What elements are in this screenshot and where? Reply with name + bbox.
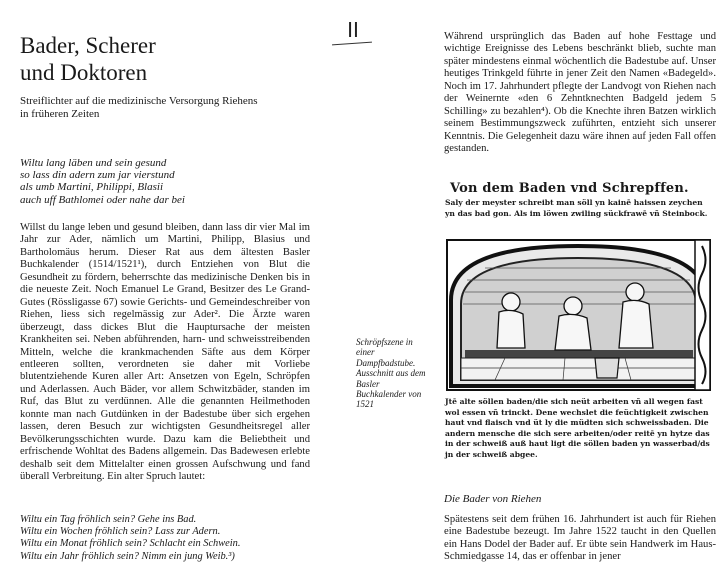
lead-paragraph: Willst du lange leben und gesund bleiben, dann lass dir vier Mal im Jahr zur Ader, nämlich um Martini, Philipp, Blasius und Bartholomäus herum. Dieser Rat aus dem ältesten Basler Buchkalender (1514/1521¹), durch Entziehen von Blut die Gesundheit zu fördern, beherrschte das medizinische Denken bis in die neueste Zeit. Noch Emanuel Le Grand, Besitzer des Le Grand-Gutes (Rössligasse 67) sowie Gerichts- und Gemeindeschreiber von Riehen, liess sich regelmässig zur Ader². Die Ärzte waren überzeugt, dass dickes Blut die Hauptursache der meisten Krankheiten sei. Neben abführenden, harn- und schweisstreibenden Mitteln, welche die krankmachenden Säfte aus dem Körper entleeren sollten, verordneten sie daher mit Vorliebe blutentziehende Kuren aller Art: Ansetzen von Egeln, Schröpfen und Aderlassen. Auch Bäder, vor allem Schwitzbäder, standen im Ruf, das Blut zu verdünnen. Alle die genannten Heilmethoden konnte man nach Gutdünken in der Badestube über sich ergehen lassen, deren Besuch zur wichtigsten Gesundheitsregel aller Bevölkerungsschichten wurde. Dazu kam die Beliebtheit und erfrischende Wohltat des Badens allgemein. Das Badewesen erlebte deshalb seit dem Mittelalter einen grossen Aufschwung und fand überall Verbreitung. Ein alter Spruch lautet: [20,222,310,483]
right-bottom-paragraph: Spätestens seit dem frühen 16. Jahrhundert ist auch für Riehen eine Badestube bezeugt. Im Jahre 1522 taucht in den Quellen ein Hans Dodel der Bader auf. Er übte sein Handwerk im Haus-Schmiedgasse 14, das er offenbar in jener [444,514,716,563]
verse-line: Wiltu ein Jahr fröhlich sein? Nimm ein jung Weib.³) [20,550,235,562]
verse-line: Wiltu ein Tag fröhlich sein? Gehe ins Bad. [20,514,197,525]
woodcut-caption: Schröpfszene in einer Dampfbadstube. Ausschnitt aus dem Basler Buchkalender von 1521 [356,337,426,410]
article-title-line2: und Doktoren [20,60,148,85]
closing-verse [20,514,320,563]
article-title [20,32,320,86]
handwritten-page-mark: II [347,18,359,42]
woodcut-text-top: Saly der meyster schreibt man söll yn kainē haissen zeychen yn das bad gon. Als im löwen zwiling sückfrawē vñ Steinbock. [445,198,708,218]
article-title-line1: Bader, Scherer [20,33,156,58]
subtitle-line1: Streiflichter auf die medizinische Versorgung Riehens [20,95,258,107]
subtitle-line2: in früheren Zeiten [20,108,100,120]
verse-line: Wiltu lang läben und sein gesund [20,157,167,169]
section-heading: Die Bader von Riehen [444,493,542,505]
verse-line: auch uff Bathlomei oder nahe dar bei [20,193,185,206]
woodcut-title: Von dem Baden vnd Schrepffen. [450,181,689,196]
verse-line: Wiltu ein Wochen fröhlich sein? Lass zur Adern. [20,526,221,538]
verse-line: so lass din adern zum jar vierstund [20,169,175,182]
woodcut-text-bottom: Jtē alte söllen baden/die sich neüt arbeiten vñ all wegen fast wol essen vñ trinckt. Dene wechslet die feüchtigkeit zwischen haut vnd flaisch vnd üt ly die müdten sich schweissbaden. Die andern mensche die sich sere arbeiten/oder reitē yn hytze das in der schweiß auß haut ligt die söllen baden yn wasserbad/ds jn der schweiß abgee. [445,397,710,459]
verse-line: als umb Martini, Philippi, Blasii [20,181,164,194]
verse-line: Wiltu ein Monat fröhlich sein? Schlacht ein Schwein. [20,538,241,550]
right-top-paragraph: Während ursprünglich das Baden auf hohe Festtage und wichtige Ereignisse des Lebens beschränkt blieb, suchte man später mindestens einmal wöchentlich die Badestube auf. Unser heutiges Trinkgeld führte in jener Zeit den Namen «Badegeld». Noch im 17. Jahrhundert pflegte der Landvogt von Riehen nach der Weinernte «den 6 Zehntknechten Badgeld jedem 5 Schilling» zu bezahlen⁴). Ob die Knechte ihren Batzen wirklich seinem Bestimmungszweck zuführten, entzieht sich unserer Kenntnis. Die Gelegenheit dazu wäre ihnen auf jeden Fall offen gestanden. [444,31,716,155]
article-subtitle [20,95,320,121]
opening-verse [20,157,320,206]
